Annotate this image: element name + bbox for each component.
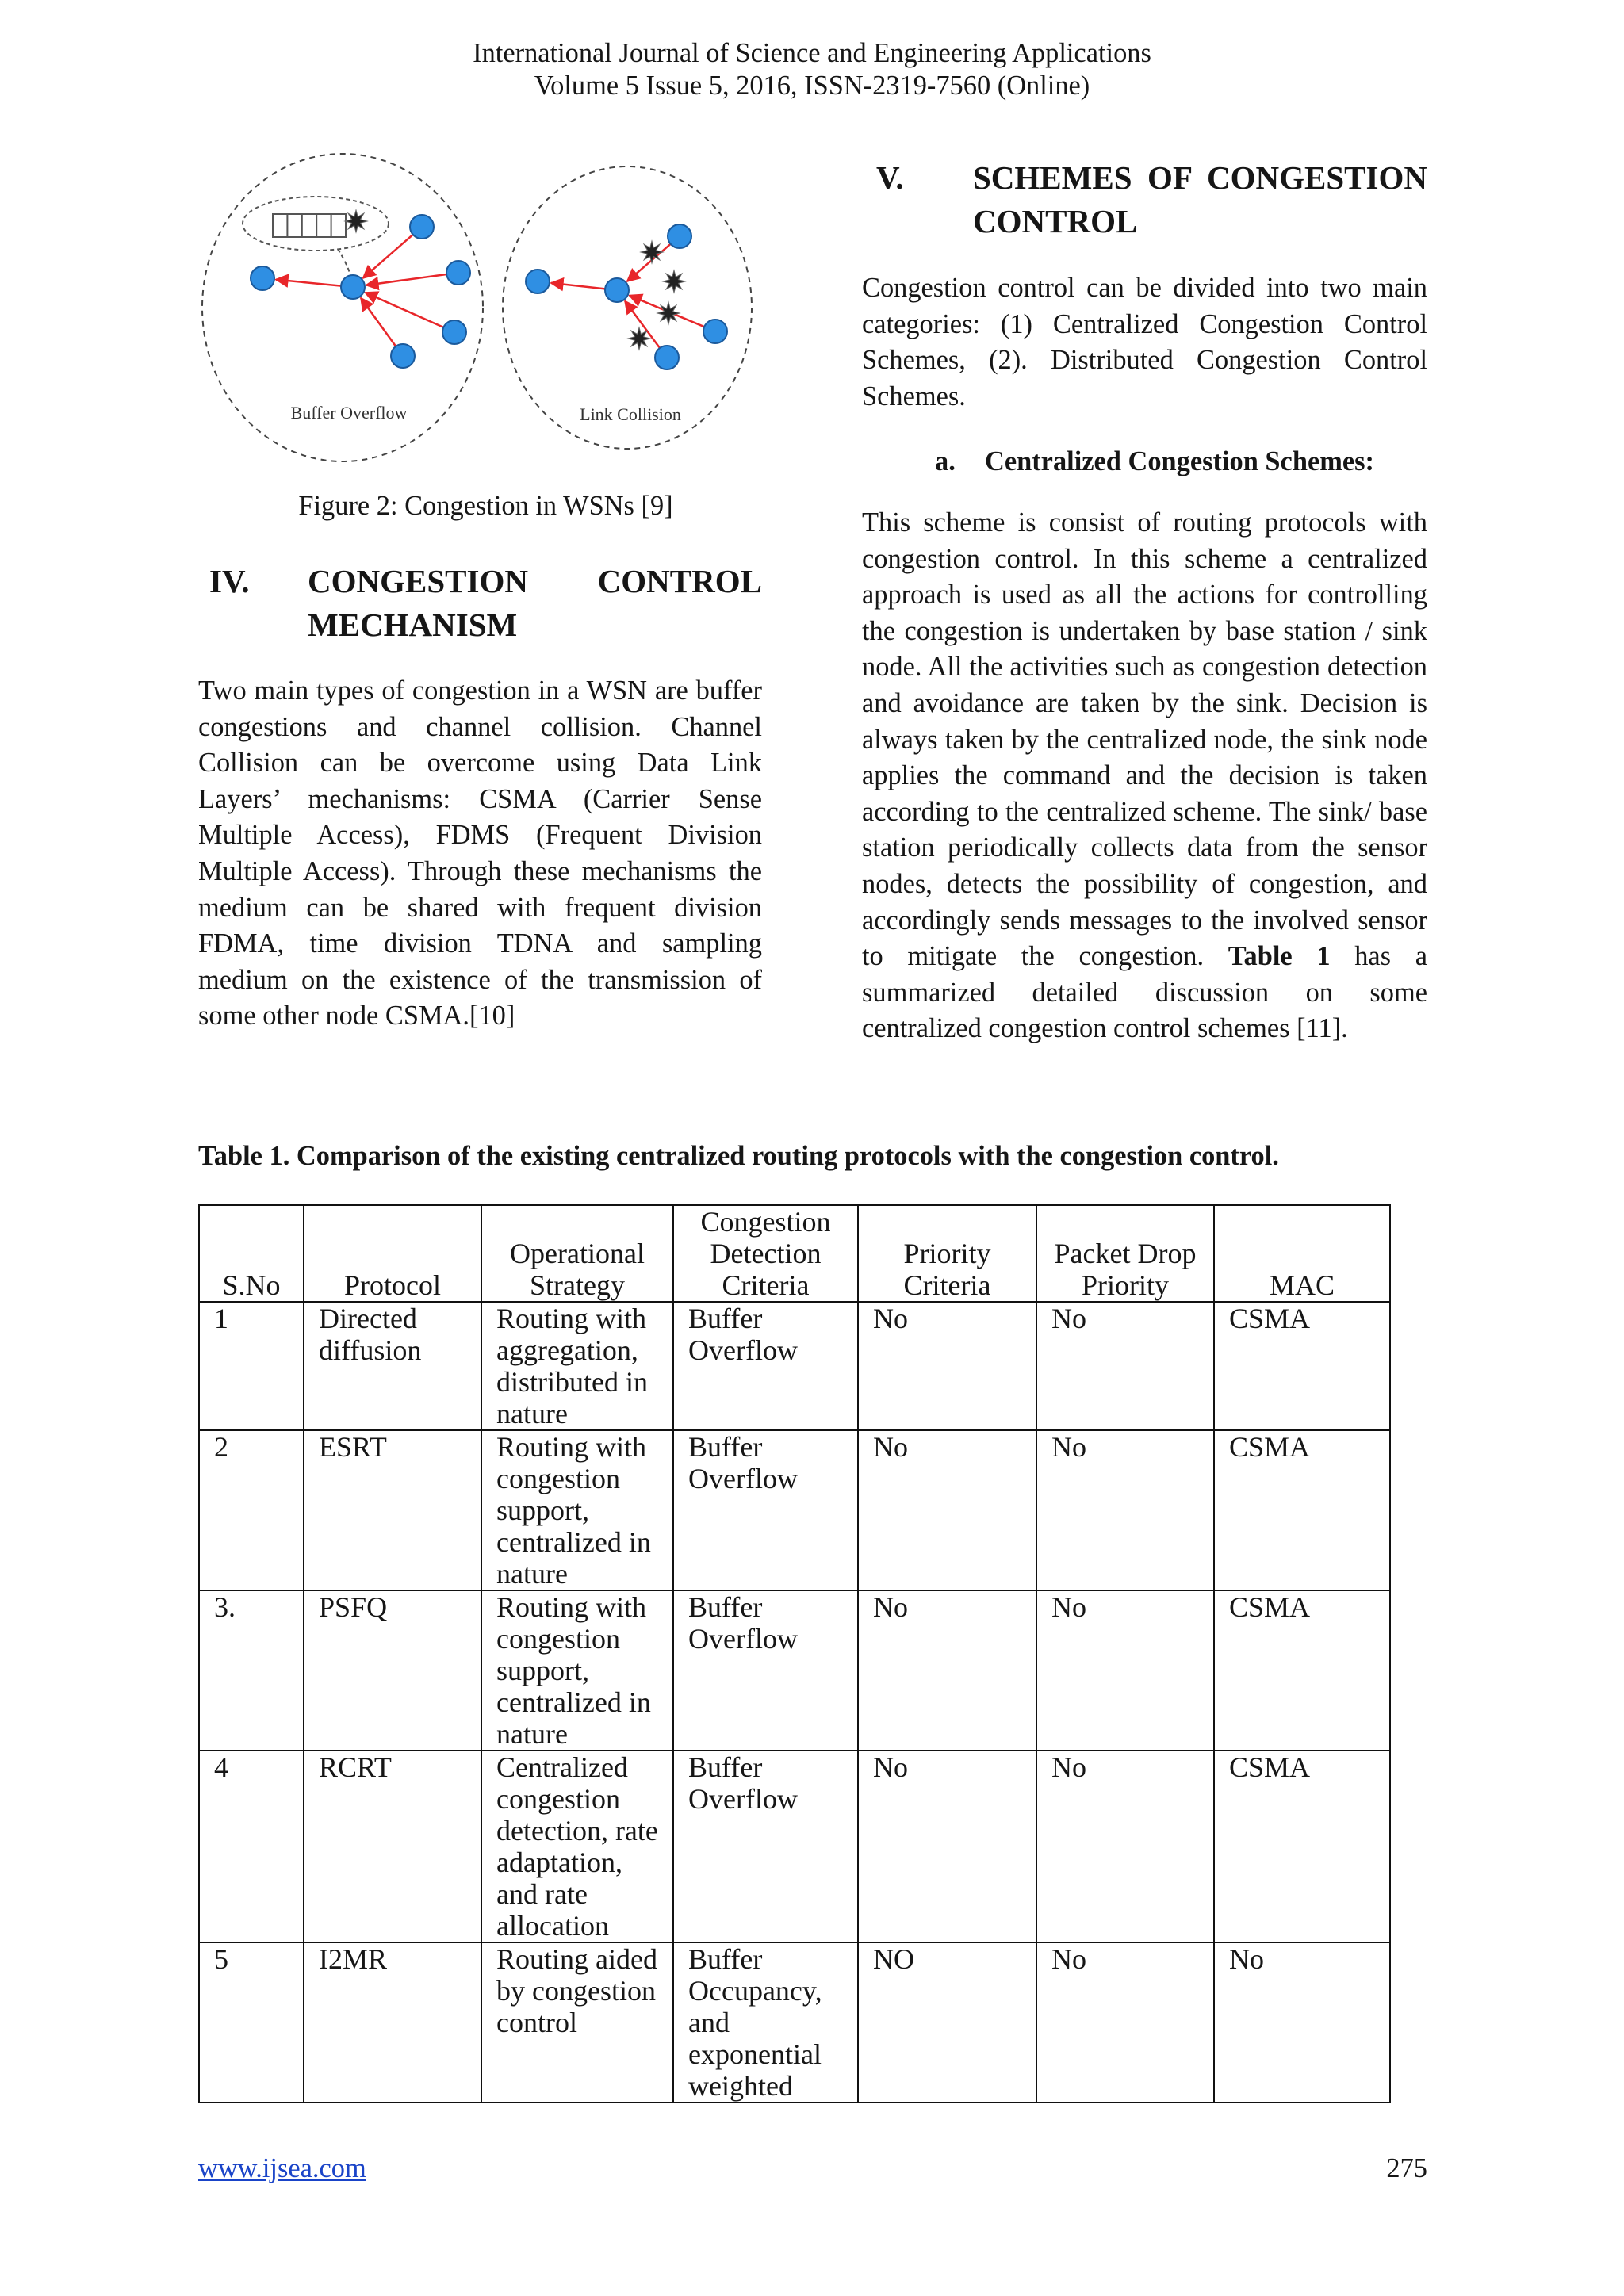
cell-priority-criteria: No bbox=[858, 1590, 1036, 1751]
cell-operational-strategy: Centralized congestion detection, rate adaptation, and rate allocation bbox=[481, 1751, 673, 1942]
figure-caption: Figure 2: Congestion in WSNs [9] bbox=[298, 491, 673, 521]
table-row bbox=[199, 1590, 1390, 1751]
cell-protocol: PSFQ bbox=[304, 1590, 481, 1751]
cell-operational-strategy: Routing with congestion support, centralized in nature bbox=[481, 1590, 673, 1751]
cell-detection-criteria: Buffer Overflow bbox=[673, 1302, 858, 1430]
collision-burst-icon bbox=[657, 302, 680, 324]
cell-operational-strategy: Routing with congestion support, centralized in nature bbox=[481, 1430, 673, 1590]
cell-packet-drop-priority: No bbox=[1036, 1302, 1214, 1430]
cell-priority-criteria: No bbox=[858, 1430, 1036, 1590]
column-header-packet-drop-priority: Packet Drop Priority bbox=[1036, 1205, 1214, 1302]
section-title-schemes: SCHEMES OF CONGESTION CONTROL bbox=[973, 159, 1427, 239]
cell-mac: CSMA bbox=[1214, 1590, 1390, 1751]
cell-sno: 1 bbox=[199, 1302, 304, 1430]
link-collision-panel bbox=[503, 166, 752, 449]
link-collision-label: Link Collision bbox=[580, 404, 681, 424]
cell-priority-criteria: NO bbox=[858, 1942, 1036, 2103]
cell-mac: CSMA bbox=[1214, 1751, 1390, 1942]
column-header-protocol: Protocol bbox=[304, 1205, 481, 1302]
column-header-priority-criteria: Priority Criteria bbox=[858, 1205, 1036, 1302]
cell-detection-criteria: Buffer Overflow bbox=[673, 1590, 858, 1751]
cell-priority-criteria: No bbox=[858, 1302, 1036, 1430]
data-flow-arrow bbox=[366, 293, 444, 327]
data-flow-arrow bbox=[363, 235, 413, 278]
cell-priority-criteria: No bbox=[858, 1751, 1036, 1942]
comparison-table bbox=[198, 1204, 1391, 2103]
collision-burst-icon bbox=[628, 327, 650, 350]
overflow-burst-icon bbox=[345, 210, 367, 232]
cell-mac: No bbox=[1214, 1942, 1390, 2103]
sensor-node bbox=[410, 215, 434, 239]
section-iv-paragraph: Two main types of congestion in a WSN are buffer congestions and channel collision. Channel Collision can be overcome using Data Link Layers’ mechanisms: CSMA (Carrier Sense Multiple Access), FDMS (Frequent Division Multiple Access). Through these mechanisms the medium can be shared with frequent division FDMA, time division TDNA and sampling medium on the existence of the transmission of some other node CSMA.[10] bbox=[198, 675, 762, 1031]
table-caption: Table 1. Comparison of the existing centralized routing protocols with the congestion control. bbox=[198, 1141, 1279, 1171]
sensor-node bbox=[526, 270, 550, 293]
sensor-node bbox=[446, 261, 470, 285]
sink-node bbox=[605, 278, 629, 302]
buffer-overflow-label: Buffer Overflow bbox=[290, 403, 408, 423]
sensor-node bbox=[251, 266, 274, 290]
paragraph-text: has a summarized detailed discussion on some centralized congestion control schemes [11]. bbox=[862, 941, 1427, 1044]
journal-title: International Journal of Science and Engineering Applications bbox=[473, 38, 1151, 68]
subsection-title: Centralized Congestion Schemes: bbox=[985, 446, 1374, 476]
sensor-node bbox=[703, 320, 727, 343]
cell-packet-drop-priority: No bbox=[1036, 1430, 1214, 1590]
cell-packet-drop-priority: No bbox=[1036, 1942, 1214, 2103]
paragraph-text: This scheme is consist of routing protocols with congestion control. In this scheme a centralized approach is used as all the actions for controlling the congestion is undertaken by base station / sink node. All the activities such as congestion detection and avoidance are taken by the sink. Decision is always taken by the centralized node, the sink node applies the command and the decision is taken according to the centralized scheme. The sink/ base station periodically collects data from the sensor nodes, detects the possibility of congestion, and accordingly sends messages to the involved sensor to mitigate the congestion. bbox=[862, 507, 1427, 972]
cell-packet-drop-priority: No bbox=[1036, 1751, 1214, 1942]
cell-mac: CSMA bbox=[1214, 1430, 1390, 1590]
data-flow-arrow bbox=[366, 274, 446, 285]
sensor-node bbox=[655, 346, 679, 369]
cell-sno: 5 bbox=[199, 1942, 304, 2103]
table-header-row bbox=[199, 1205, 1390, 1302]
cell-detection-criteria: Buffer Overflow bbox=[673, 1430, 858, 1590]
cell-protocol: ESRT bbox=[304, 1430, 481, 1590]
table-row bbox=[199, 1430, 1390, 1590]
data-flow-arrow bbox=[361, 298, 396, 346]
sensor-node bbox=[668, 224, 691, 248]
section-number-v: V. bbox=[876, 159, 904, 196]
buffer-queue-icon bbox=[273, 214, 346, 237]
cell-operational-strategy: Routing aided by congestion control bbox=[481, 1942, 673, 2103]
column-header-operational-strategy: Operational Strategy bbox=[481, 1205, 673, 1302]
section-number-iv: IV. bbox=[209, 563, 250, 599]
table-row bbox=[199, 1751, 1390, 1942]
journal-website-link[interactable]: www.ijsea.com bbox=[198, 2153, 366, 2183]
cell-operational-strategy: Routing with aggregation, distributed in nature bbox=[481, 1302, 673, 1430]
collision-burst-icon bbox=[663, 270, 685, 293]
sink-node bbox=[341, 275, 365, 299]
cell-detection-criteria: Buffer Occupancy, and exponential weighted bbox=[673, 1942, 858, 2103]
cell-packet-drop-priority: No bbox=[1036, 1590, 1214, 1751]
table-row bbox=[199, 1942, 1390, 2103]
cell-protocol: I2MR bbox=[304, 1942, 481, 2103]
sensor-node bbox=[391, 344, 415, 368]
journal-volume: Volume 5 Issue 5, 2016, ISSN-2319-7560 (Online) bbox=[534, 71, 1090, 101]
column-header-mac: MAC bbox=[1214, 1205, 1390, 1302]
buffer-overflow-panel bbox=[202, 154, 483, 461]
section-title-congestion-control-mechanism: CONGESTION CONTROL MECHANISM bbox=[308, 563, 762, 643]
cell-sno: 3. bbox=[199, 1590, 304, 1751]
subsection-paragraph bbox=[862, 505, 1427, 1047]
subsection-number: a. bbox=[935, 446, 956, 476]
data-flow-arrow bbox=[551, 283, 605, 289]
cell-protocol: Directed diffusion bbox=[304, 1302, 481, 1430]
table-reference: Table 1 bbox=[1228, 941, 1331, 972]
cell-sno: 2 bbox=[199, 1430, 304, 1590]
column-header-sno: S.No bbox=[199, 1205, 304, 1302]
cell-detection-criteria: Buffer Overflow bbox=[673, 1751, 858, 1942]
column-header-detection-criteria: Congestion Detection Criteria bbox=[673, 1205, 858, 1302]
congestion-figure bbox=[190, 143, 809, 476]
sensor-node bbox=[442, 320, 466, 344]
section-v-intro-paragraph: Congestion control can be divided into two main categories: (1) Centralized Congestion Control Schemes, (2). Distributed Congestion Control Schemes. bbox=[862, 273, 1427, 411]
data-flow-arrow bbox=[276, 280, 341, 286]
cell-sno: 4 bbox=[199, 1751, 304, 1942]
buffer-bubble-tail bbox=[338, 249, 350, 273]
cell-mac: CSMA bbox=[1214, 1302, 1390, 1430]
table-row bbox=[199, 1302, 1390, 1430]
page-number: 275 bbox=[1386, 2153, 1427, 2183]
collision-burst-icon bbox=[641, 241, 663, 263]
cell-protocol: RCRT bbox=[304, 1751, 481, 1942]
